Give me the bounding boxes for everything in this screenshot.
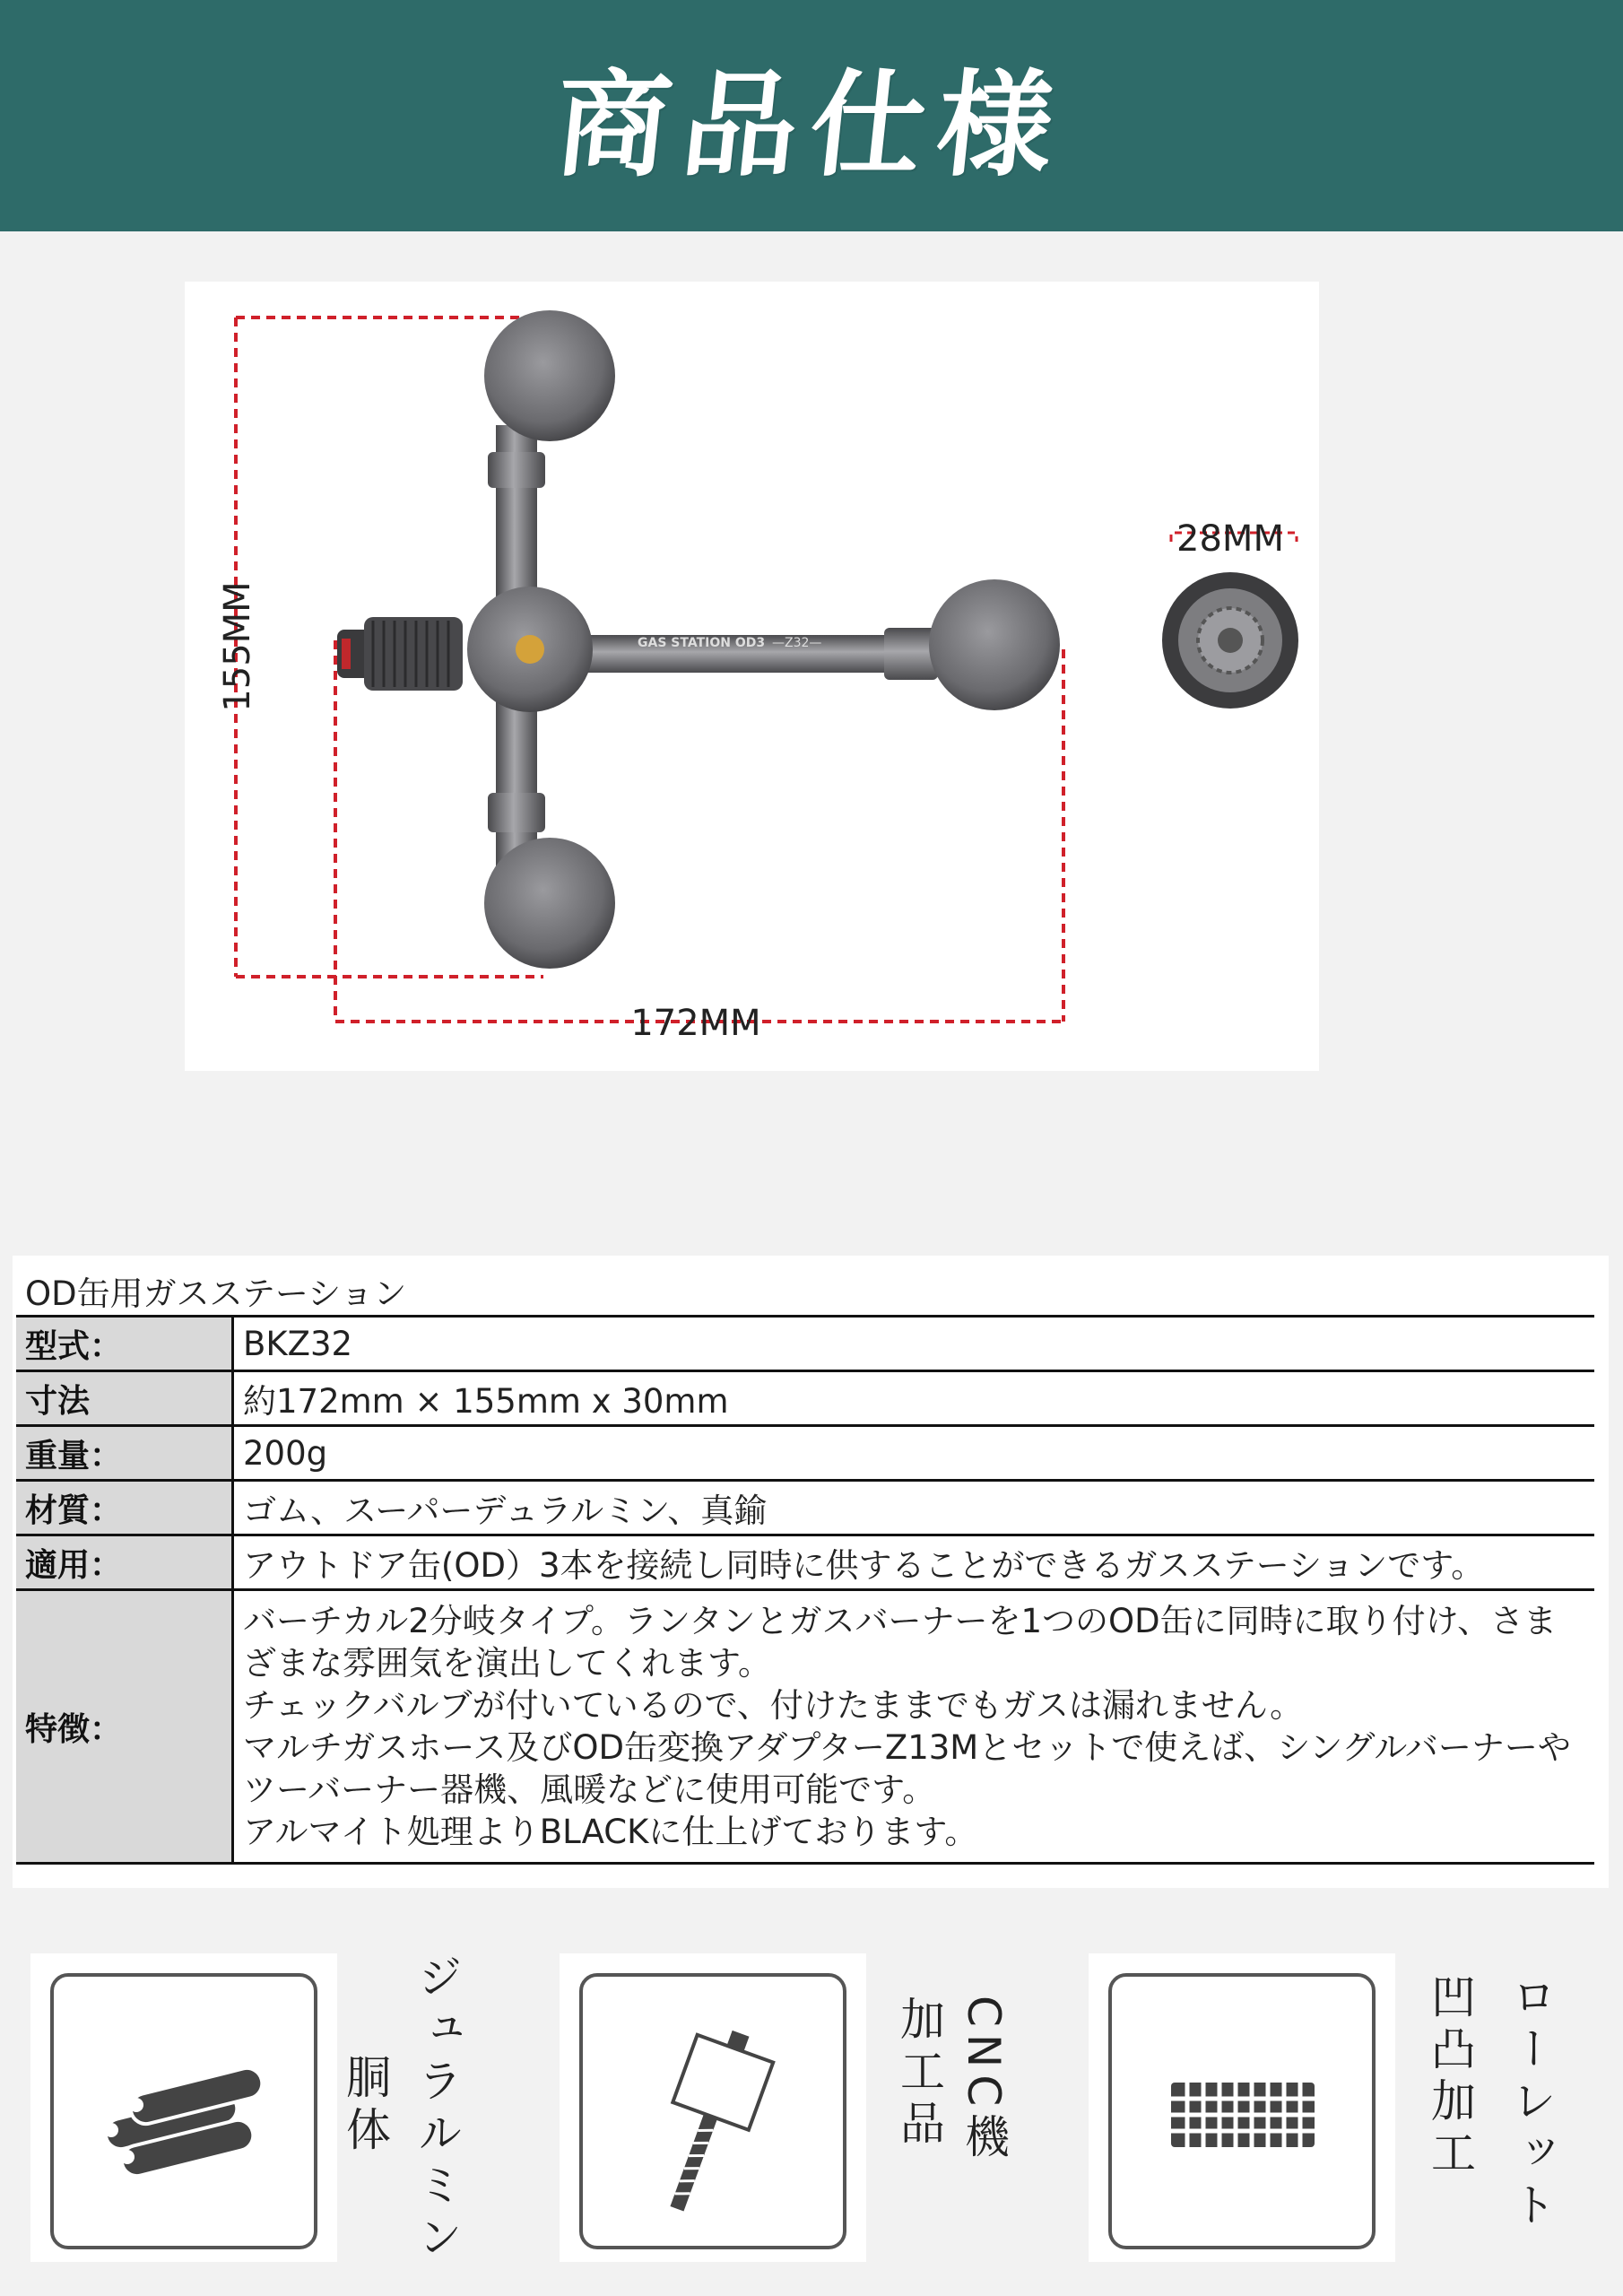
feature-line: チェックバルブが付いているので、付けたままでもガスは漏れません。: [243, 1686, 1304, 1725]
feature-icons: [0, 1946, 1623, 2269]
feature-line: マルチガスホース及びOD缶変換アダプターZ13Mとセットで使えば、シングルバーナーや: [243, 1728, 1571, 1767]
table-row: [16, 1481, 1594, 1535]
feature-line: バーチカル2分岐タイプ。ランタンとガスバーナーを1つのOD缶に同時に取り付け、さま: [243, 1602, 1558, 1640]
height-label: 155MM: [217, 581, 258, 712]
row-value: 200g: [233, 1426, 1595, 1481]
row-value: ゴム、スーパーデュラルミン、真鍮: [233, 1481, 1595, 1535]
feature-text-knurling-1: ローレット: [1505, 1973, 1557, 2233]
feature-text-duralumin-2: 胴体: [339, 2054, 391, 2158]
feature-card-knurling: [1089, 1953, 1395, 2262]
page-title: 商品仕様: [548, 59, 1072, 193]
table-row: [16, 1317, 1594, 1371]
feature-line: アルマイト処理よりBLACKに仕上げております。: [243, 1813, 978, 1851]
feature-text-knurling-2: 凹凸加工: [1424, 1973, 1476, 2181]
product-diagram: [185, 282, 1319, 1071]
spec-section: [13, 1256, 1609, 1888]
row-label: 重量：: [16, 1426, 233, 1481]
feature-text: [233, 1590, 1595, 1864]
right-disc: [929, 579, 1060, 710]
diameter-label: 28MM: [1176, 518, 1284, 560]
row-label: 材質：: [16, 1481, 233, 1535]
row-label: 型式：: [16, 1317, 233, 1371]
table-row: [16, 1426, 1594, 1481]
row-label: 特徴：: [16, 1590, 233, 1864]
spec-caption: OD缶用ガスステーション: [25, 1274, 407, 1313]
table-row: [16, 1535, 1594, 1590]
feature-text-duralumin-1: ジュラルミン: [411, 1953, 463, 2266]
row-label: 適用：: [16, 1535, 233, 1590]
page-header: [0, 0, 1623, 231]
table-row: [16, 1371, 1594, 1426]
width-label: 172MM: [630, 1003, 761, 1044]
table-row-features: [16, 1590, 1594, 1864]
dimension-drawing: [185, 282, 1319, 1071]
bottom-disc: [484, 838, 615, 969]
svg-text:—Z32—: —Z32—: [772, 636, 822, 650]
top-disc: [484, 310, 615, 441]
row-label: 寸法: [16, 1371, 233, 1426]
feature-line: ツーバーナー器機、風暖などに使用可能です。: [243, 1770, 936, 1809]
metal-rods-icon: [50, 1973, 317, 2249]
spec-table: [16, 1315, 1594, 1865]
svg-text:GAS STATION OD3: GAS STATION OD3: [638, 636, 766, 650]
row-value: BKZ32: [233, 1317, 1595, 1371]
feature-text-cnc-2: 加工品: [893, 1996, 945, 2152]
feature-line: ざまな雰囲気を演出してくれます。: [243, 1644, 772, 1683]
side-view-knob: [1162, 572, 1298, 709]
feature-card-duralumin: [30, 1953, 337, 2262]
cnc-bolt-icon: [579, 1973, 846, 2249]
row-value: アウトドア缶(OD）3本を接続し同時に供することができるガスステーションです。: [233, 1535, 1595, 1590]
row-value: 約172mm × 155mm x 30mm: [233, 1371, 1595, 1426]
feature-text-cnc-1: CNC機: [958, 1996, 1010, 2166]
knurling-grid-icon: [1108, 1973, 1376, 2249]
feature-card-cnc: [560, 1953, 866, 2262]
